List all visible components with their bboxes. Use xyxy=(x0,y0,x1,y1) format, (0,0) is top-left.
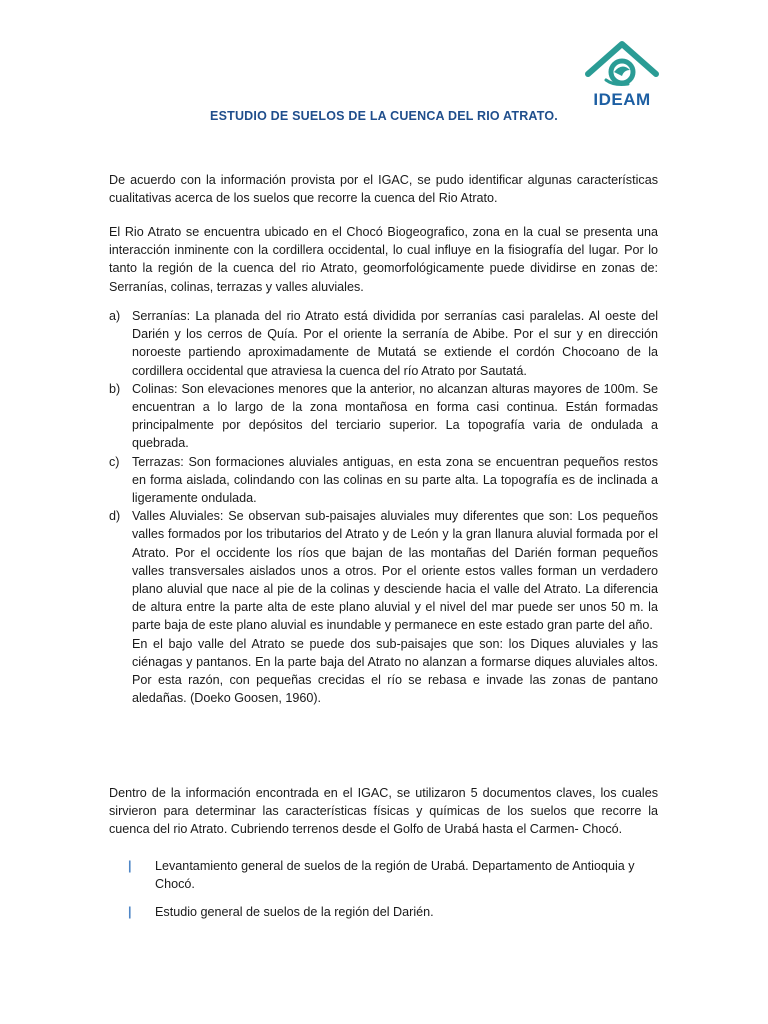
list-item-extra-text: En el bajo valle del Atrato se puede dos sub-paisajes que son: los Diques aluviales y las ciénagas y pantanos. En la parte baja del Atrato no alanzan a formarse diques aluviales altos. Por esta razón, con pequeñas crecidas el río se rebasa e invade las zonas de pantano aledañas. (Doeko Goosen, 1960). xyxy=(132,636,658,706)
list-item-text: Colinas: Son elevaciones menores que la anterior, no alcanzan alturas mayores de 100m. Se encuentran a lo largo de la zona montañosa en forma casi continua. Están formadas principalmente por depósitos del terciario superior. La topografía varia de ondulada a quebrada. xyxy=(132,381,658,451)
context-paragraph: El Rio Atrato se encuentra ubicado en el Chocó Biogeografico, zona en la cual se presenta una interacción inminente con la cordillera occidental, lo cual influye en la fisiografía del lugar. Por lo tanto la región de la cuenca del rio Atrato, geomorfológicamente puede dividirse en zonas de: Serranías, colinas, terrazas y valles aluviales. xyxy=(109,225,658,294)
ideam-logo xyxy=(584,40,660,110)
list-marker: c) xyxy=(109,454,120,469)
bullet-text: Levantamiento general de suelos de la región de Urabá. Departamento de Antioquia y Chocó. xyxy=(155,859,635,892)
document-title: ESTUDIO DE SUELOS DE LA CUENCA DEL RIO ATRATO. xyxy=(210,109,558,123)
list-marker: a) xyxy=(109,309,121,323)
bullet-item xyxy=(128,903,658,921)
list-item xyxy=(109,507,658,707)
list-item-text: Serranías: La planada del rio Atrato está dividida por serranías casi paralelas. Al oeste del Darién y los cerros de Quía. Por el oriente la serranía de Abibe. Por el sur y en dirección noroeste partiendo aproximadamente de Mutatá se extiende el cordón Chocoano de la cordillera occidental que atraviesa la cuenca del río Atrato por Sautatá. xyxy=(132,309,658,378)
zones-list xyxy=(109,307,658,707)
ideam-emblem-icon xyxy=(584,40,660,92)
list-item-body xyxy=(132,507,658,707)
documents-list xyxy=(128,857,658,932)
list-item-text: Terrazas: Son formaciones aluviales antiguas, en esta zona se encuentran pequeños restos en forma aislada, colindando con las colinas en su parte alta. La topografía es de inclinada a ligeramente ondulada. xyxy=(132,454,658,506)
list-item xyxy=(109,453,658,508)
bullet-bar-icon: | xyxy=(128,859,132,873)
bullet-text: Estudio general de suelos de la región del Darién. xyxy=(155,905,434,920)
bullet-item xyxy=(128,857,658,893)
list-item xyxy=(109,380,658,453)
list-marker: d) xyxy=(109,509,121,524)
bullet-bar-icon: | xyxy=(128,905,132,920)
list-item-text: Valles Aluviales: Se observan sub-paisajes aluviales muy diferentes que son: Los pequeños valles formados por los tributarios del Atrato y de León y la gran llanura aluvial formada por el Atrato. Por el occidente los ríos que bajan de las montañas del Darién forman pequeños valles transversales aislados unos a otros. Por el oriente estos valles forman un verdadero plano aluvial que nace al pie de la colinas y desciende hacia el valle del Atrato. La diferencia de altura entre la parte alta de este plano aluvial y el nivel del mar puede ser unos 50 m. la parte baja de este plano aluvial es inundable y permanece en este estado gran parte del año. xyxy=(132,509,658,633)
closing-paragraph: Dentro de la información encontrada en el IGAC, se utilizaron 5 documentos claves, los cuales sirvieron para determinar las características físicas y químicas de los suelos que recorre la cuenca del rio Atrato. Cubriendo terrenos desde el Golfo de Urabá hasta el Carmen- Chocó. xyxy=(109,786,658,837)
list-item xyxy=(109,307,658,380)
list-marker: b) xyxy=(109,381,121,396)
logo-text: IDEAM xyxy=(593,90,651,109)
intro-paragraph: De acuerdo con la información provista por el IGAC, se pudo identificar algunas características cualitativas acerca de los suelos que recorre la cuenca del Rio Atrato. xyxy=(109,173,658,206)
